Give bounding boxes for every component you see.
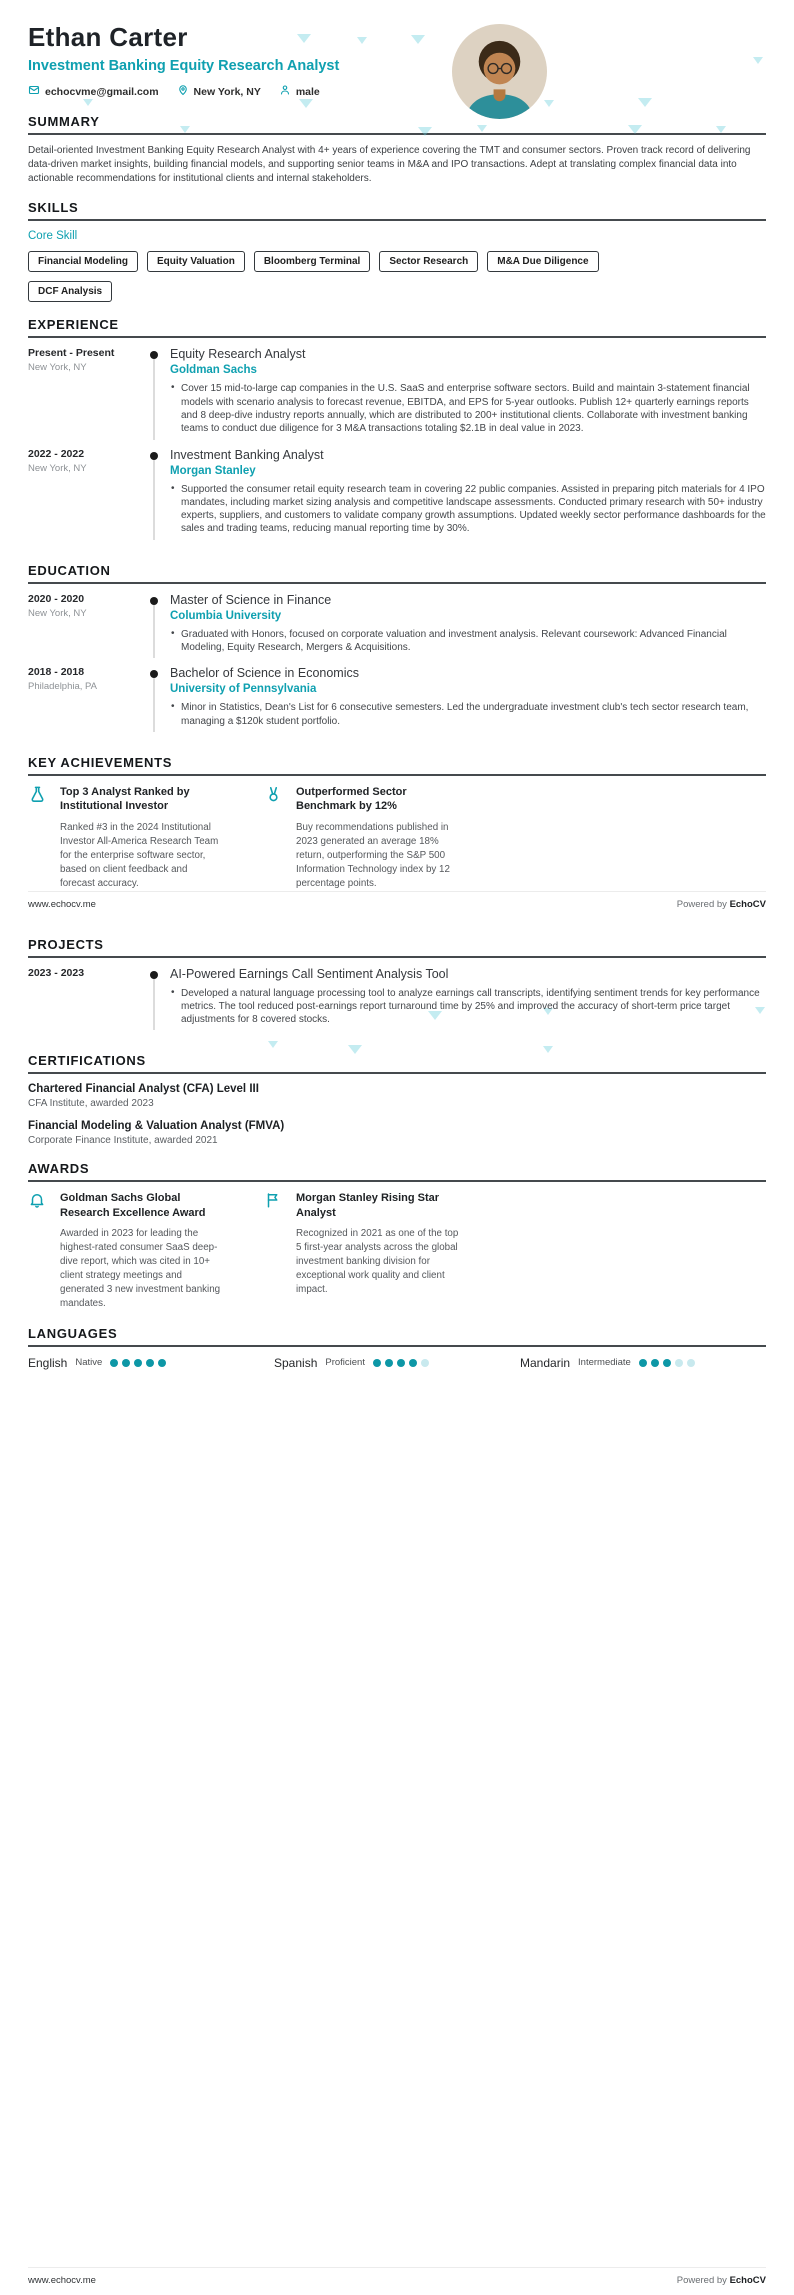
decorative-triangle [543,1046,553,1053]
decorative-triangle [83,99,93,106]
entry-left [28,347,140,435]
language-proficiency-dots [373,1359,429,1367]
languages-heading: LANGUAGES [28,1326,766,1347]
decorative-triangle [638,98,652,107]
timeline-dot-icon [150,452,158,460]
school-name: University of Pennsylvania [170,683,317,696]
certifications-heading: CERTIFICATIONS [28,1053,766,1074]
achievement-item [28,785,224,891]
achievement-item [264,785,460,891]
achievement-title: Outperformed Sector Benchmark by 12% [296,785,407,813]
certification-title: Financial Modeling & Valuation Analyst (FMVA) [28,1120,285,1133]
achievement-content [60,785,224,891]
experience-heading: EXPERIENCE [28,317,766,338]
achievement-text: Ranked #3 in the 2024 Institutional Investor All-America Research Team for the enterprise software sector, based on client feedback and forecast accuracy. [60,821,219,889]
entry-location: New York, NY [28,462,87,474]
contact-row [28,84,766,99]
powered-by[interactable] [677,2275,766,2286]
entry-body [170,448,766,536]
skill-chip: Sector Research [379,251,478,272]
awards-heading: AWARDS [28,1161,766,1182]
education-entry [28,593,766,667]
entry-body [170,967,766,1027]
projects-heading: PROJECTS [28,937,766,958]
certification-title: Chartered Financial Analyst (CFA) Level III [28,1083,259,1096]
school-name: Columbia University [170,609,282,622]
entry-dates: 2020 - 2020 [28,592,85,605]
skills-section [28,200,766,302]
timeline [140,347,170,435]
language-item [28,1356,274,1370]
skill-chip: Equity Valuation [147,251,245,272]
bullet-item: • Developed a natural language processing tool to analyze earnings call transcripts, identifying sentiment trends for key performance metrics. The tool reduced post-earnings report turnaround time by 25% and improved the accuracy of short-term price target adjustments for 8 covered stocks. [170,987,766,1027]
resume-page-1 [0,0,794,919]
flag-icon [264,1191,288,1214]
language-proficiency-dots [639,1359,695,1367]
timeline-dot-icon [150,670,158,678]
footer-site-link[interactable]: www.echocv.me [28,898,96,910]
entry-left [28,593,140,655]
brand-name: EchoCV [729,2274,766,2286]
degree-title: Bachelor of Science in Economics [170,666,359,681]
achievement-content [296,785,460,891]
award-text: Recognized in 2021 as one of the top 5 first-year analysts across the global investment banking division for exceptional work quality and client impact. [296,1228,459,1296]
contact-email[interactable] [28,84,159,99]
summary-section [28,114,766,185]
awards-grid [28,1191,766,1310]
award-content [60,1191,224,1310]
resume-page-2 [0,919,794,2295]
contact-gender [279,84,320,99]
timeline [140,967,170,1027]
powered-by-prefix: Powered by [676,2274,730,2286]
timeline-dot-icon [150,351,158,359]
skills-heading: SKILLS [28,200,766,221]
experience-section [28,317,766,547]
timeline [140,593,170,655]
location-icon [177,84,189,99]
award-content [296,1191,460,1297]
bell-icon [28,1191,52,1214]
bullet-item: • Minor in Statistics, Dean's List for 6 consecutive semesters. Led the undergraduate investment club's tech sector research team, managing a $120k student portfolio. [170,701,766,728]
awards-section [28,1161,766,1310]
avatar [452,24,547,119]
skill-chip: Bloomberg Terminal [254,251,371,272]
experience-entry [28,448,766,548]
achievements-grid [28,785,766,891]
candidate-name: Ethan Carter [28,22,188,52]
job-role: Investment Banking Analyst [170,447,324,462]
resume-header [28,22,766,99]
timeline [140,666,170,728]
language-item [520,1356,766,1370]
project-title: AI-Powered Earnings Call Sentiment Analysis Tool [170,966,449,981]
award-text: Awarded in 2023 for leading the highest-rated consumer SaaS deep-dive report, which was cited in 10+ client strategy meetings and generated 3 new investment banking mandates. [60,1228,221,1309]
entry-dates: Present - Present [28,347,115,360]
contact-gender-text: male [295,85,320,98]
languages-section [28,1326,766,1370]
award-item [28,1191,224,1310]
achievements-heading: KEY ACHIEVEMENTS [28,755,766,776]
decorative-triangle [268,1041,278,1048]
decorative-triangle [299,99,313,108]
certification-issuer: CFA Institute, awarded 2023 [28,1098,154,1110]
candidate-title: Investment Banking Equity Research Analyst [28,58,340,74]
powered-by-prefix: Powered by [676,898,730,910]
contact-email-text: echocvme@gmail.com [45,85,159,98]
degree-title: Master of Science in Finance [170,592,332,607]
language-name: Mandarin [520,1355,571,1370]
brand-name: EchoCV [729,898,766,910]
entry-location: Philadelphia, PA [28,681,98,693]
achievement-title: Top 3 Analyst Ranked by Institutional Investor [60,785,190,813]
powered-by[interactable] [677,899,766,910]
education-entry [28,666,766,740]
bullet-item: • Graduated with Honors, focused on corporate valuation and investment analysis. Relevant coursework: Advanced Financial Modeling, Equity Research, Mergers & Acquisitions. [170,628,766,655]
entry-dates: 2018 - 2018 [28,666,85,679]
summary-text: Detail-oriented Investment Banking Equity Research Analyst with 4+ years of experience covering the TMT and consumer sectors. Proven track record of delivering data-driven market insights, building financial models, and supporting senior teams in M&A and IPO transactions. Adept at translating complex financial data into actionable recommendations for institutional clients and internal stakeholders. [28,145,751,184]
job-role: Equity Research Analyst [170,347,306,362]
language-level: Intermediate [578,1357,631,1369]
contact-location-text: New York, NY [193,85,261,98]
bullet-item: • Cover 15 mid-to-large cap companies in the U.S. SaaS and enterprise software sectors. Build and maintain 3-statement financial models with scenario analysis to forecast revenue, EBITDA, and EPS for 5-year outlooks. Publish 12+ quarterly earnings reports and 8 deep-dive industry reports annually, which are distributed to 200+ institutional clients. Collaborate with investment banking teams to conduct due diligence for 3 M&A transactions totaling $2.1B in deal value in 2023. [170,382,766,435]
language-name: English [28,1355,68,1370]
bullet-item: • Supported the consumer retail equity research team in covering 22 public companies. Assisted in preparing pitch materials for 4 IPO mandates, including market sizing analysis and competitive landscape assessments. Conducted primary research with 50+ industry experts, suppliers, and customers to validate company growth assumptions. Updated weekly sector performance dashboards for the sales and trading teams, reducing manual reporting time by 30%. [170,483,766,536]
project-entry [28,967,766,1039]
entry-left [28,448,140,536]
decorative-triangle [348,1045,362,1054]
skill-chip: M&A Due Diligence [487,251,598,272]
experience-entry [28,347,766,447]
languages-row [28,1356,766,1370]
skills-group-label: Core Skill [28,230,78,243]
page-footer [28,2267,766,2295]
entry-body [170,666,766,728]
contact-location [177,84,261,99]
company-name: Morgan Stanley [170,464,256,477]
timeline-dot-icon [150,971,158,979]
language-level: Native [75,1357,103,1369]
award-title: Morgan Stanley Rising Star Analyst [296,1192,440,1219]
certification-item [28,1083,766,1109]
achievements-section [28,755,766,891]
achievement-text: Buy recommendations published in 2023 generated an average 18% return, outperforming the S&P 500 Information Technology index by 12 percentage points. [296,821,450,889]
entry-dates: 2022 - 2022 [28,447,85,460]
entry-left [28,967,140,1027]
certification-issuer: Corporate Finance Institute, awarded 2021 [28,1135,218,1147]
timeline-dot-icon [150,597,158,605]
avatar-photo [452,24,547,119]
company-name: Goldman Sachs [170,364,257,377]
skills-chip-list [28,251,628,302]
entry-location: New York, NY [28,362,87,374]
summary-heading: SUMMARY [28,114,766,135]
education-heading: EDUCATION [28,563,766,584]
certification-item [28,1120,766,1146]
projects-section [28,937,766,1039]
education-section [28,563,766,740]
award-title: Goldman Sachs Global Research Excellence Award [60,1192,206,1219]
page-footer [28,891,766,919]
person-icon [279,84,291,99]
timeline [140,448,170,536]
flask-icon [28,785,52,809]
entry-body [170,593,766,655]
email-icon [28,84,40,99]
footer-site-link[interactable]: www.echocv.me [28,2274,96,2286]
language-item [274,1356,520,1370]
certifications-section [28,1053,766,1146]
entry-dates: 2023 - 2023 [28,966,85,979]
language-name: Spanish [274,1355,318,1370]
entry-left [28,666,140,728]
language-level: Proficient [325,1357,365,1369]
language-proficiency-dots [110,1359,166,1367]
entry-location: New York, NY [28,607,87,619]
decorative-triangle [544,100,554,107]
medal-icon [264,785,288,809]
award-item [264,1191,460,1310]
skill-chip: Financial Modeling [28,251,138,272]
entry-body [170,347,766,435]
skill-chip: DCF Analysis [28,281,112,302]
